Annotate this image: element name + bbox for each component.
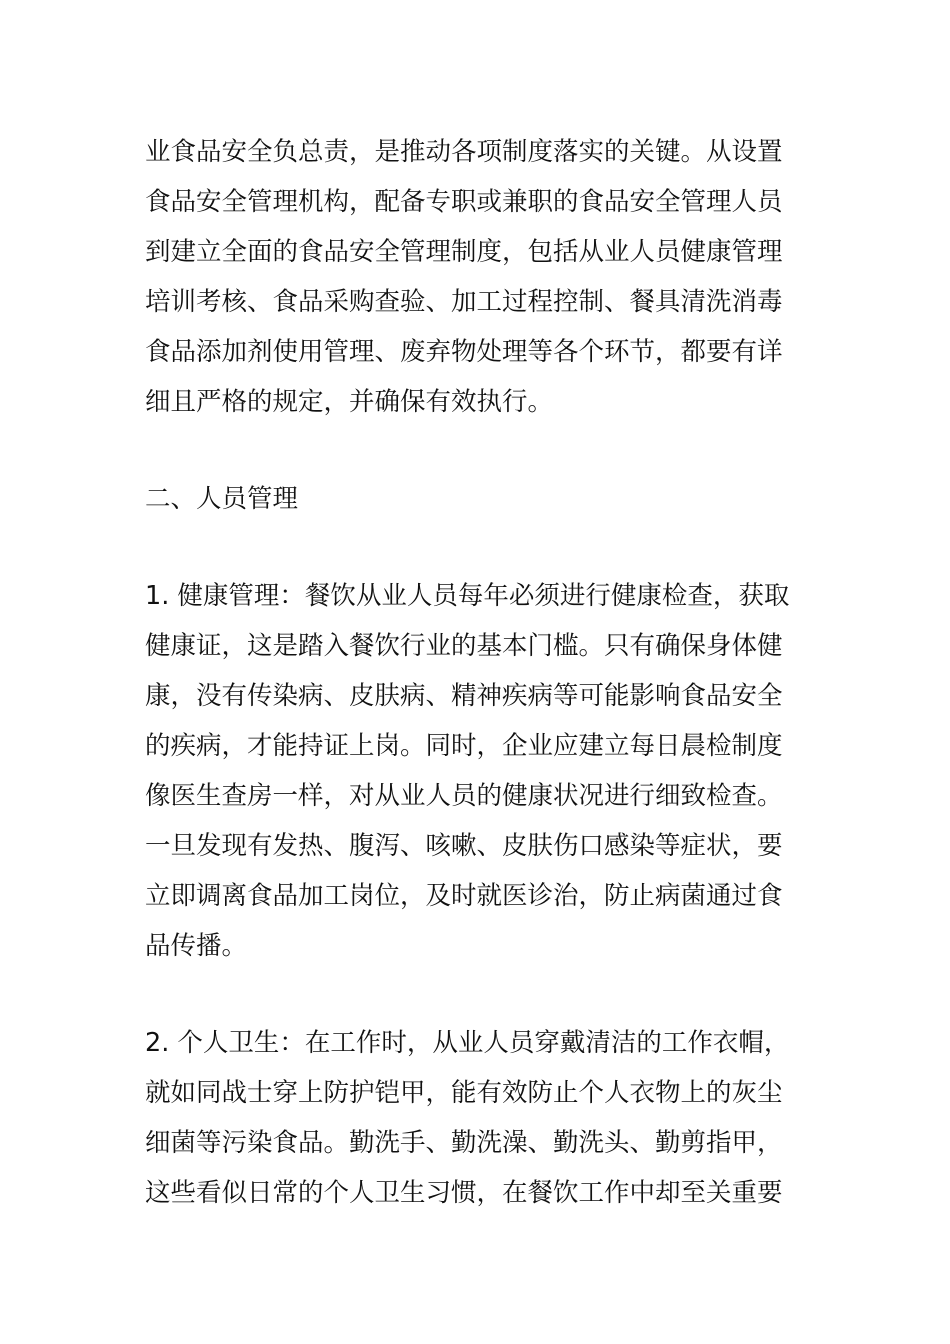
text-line: 到建立全面的食品安全管理制度，包括从业人员健康管理 [145, 237, 783, 267]
text-line: 食品添加剂使用管理、废弃物处理等各个环节，都要有详 [145, 337, 783, 367]
text-line: 细菌等污染食品。勤洗手、勤洗澡、勤洗头、勤剪指甲， [145, 1128, 783, 1158]
text-line: 这些看似日常的个人卫生习惯，在餐饮工作中却至关重要 [145, 1178, 783, 1208]
text-line: 一旦发现有发热、腹泻、咳嗽、皮肤伤口感染等症状，要 [145, 831, 783, 861]
paragraph-3 [145, 1018, 807, 1218]
text-line: 业食品安全负总责，是推动各项制度落实的关键。从设置 [145, 137, 783, 167]
text-line: 2. 个人卫生：在工作时，从业人员穿戴清洁的工作衣帽， [145, 1028, 790, 1058]
paragraph-2 [145, 571, 807, 971]
paragraph-gap [145, 971, 807, 1018]
text-line: 品传播。 [145, 931, 248, 961]
text-line: 立即调离食品加工岗位，及时就医诊治，防止病菌通过食 [145, 881, 783, 911]
text-line: 像医生查房一样，对从业人员的健康状况进行细致检查。 [145, 781, 783, 811]
text-line: 健康证，这是踏入餐饮行业的基本门槛。只有确保身体健 [145, 631, 783, 661]
text-line: 食品安全管理机构，配备专职或兼职的食品安全管理人员 [145, 187, 783, 217]
document-page [145, 127, 807, 1218]
section-heading-block [145, 474, 807, 524]
text-line: 的疾病，才能持证上岗。同时，企业应建立每日晨检制度 [145, 731, 783, 761]
text-line: 细且严格的规定，并确保有效执行。 [145, 387, 554, 417]
text-line: 1. 健康管理：餐饮从业人员每年必须进行健康检查，获取 [145, 581, 790, 611]
paragraph-gap [145, 427, 807, 474]
paragraph-1 [145, 127, 807, 427]
text-line: 康，没有传染病、皮肤病、精神疾病等可能影响食品安全 [145, 681, 783, 711]
paragraph-gap [145, 524, 807, 571]
text-line: 就如同战士穿上防护铠甲，能有效防止个人衣物上的灰尘 [145, 1078, 783, 1108]
text-line: 培训考核、食品采购查验、加工过程控制、餐具清洗消毒 [145, 287, 783, 317]
section-heading: 二、人员管理 [145, 484, 299, 514]
